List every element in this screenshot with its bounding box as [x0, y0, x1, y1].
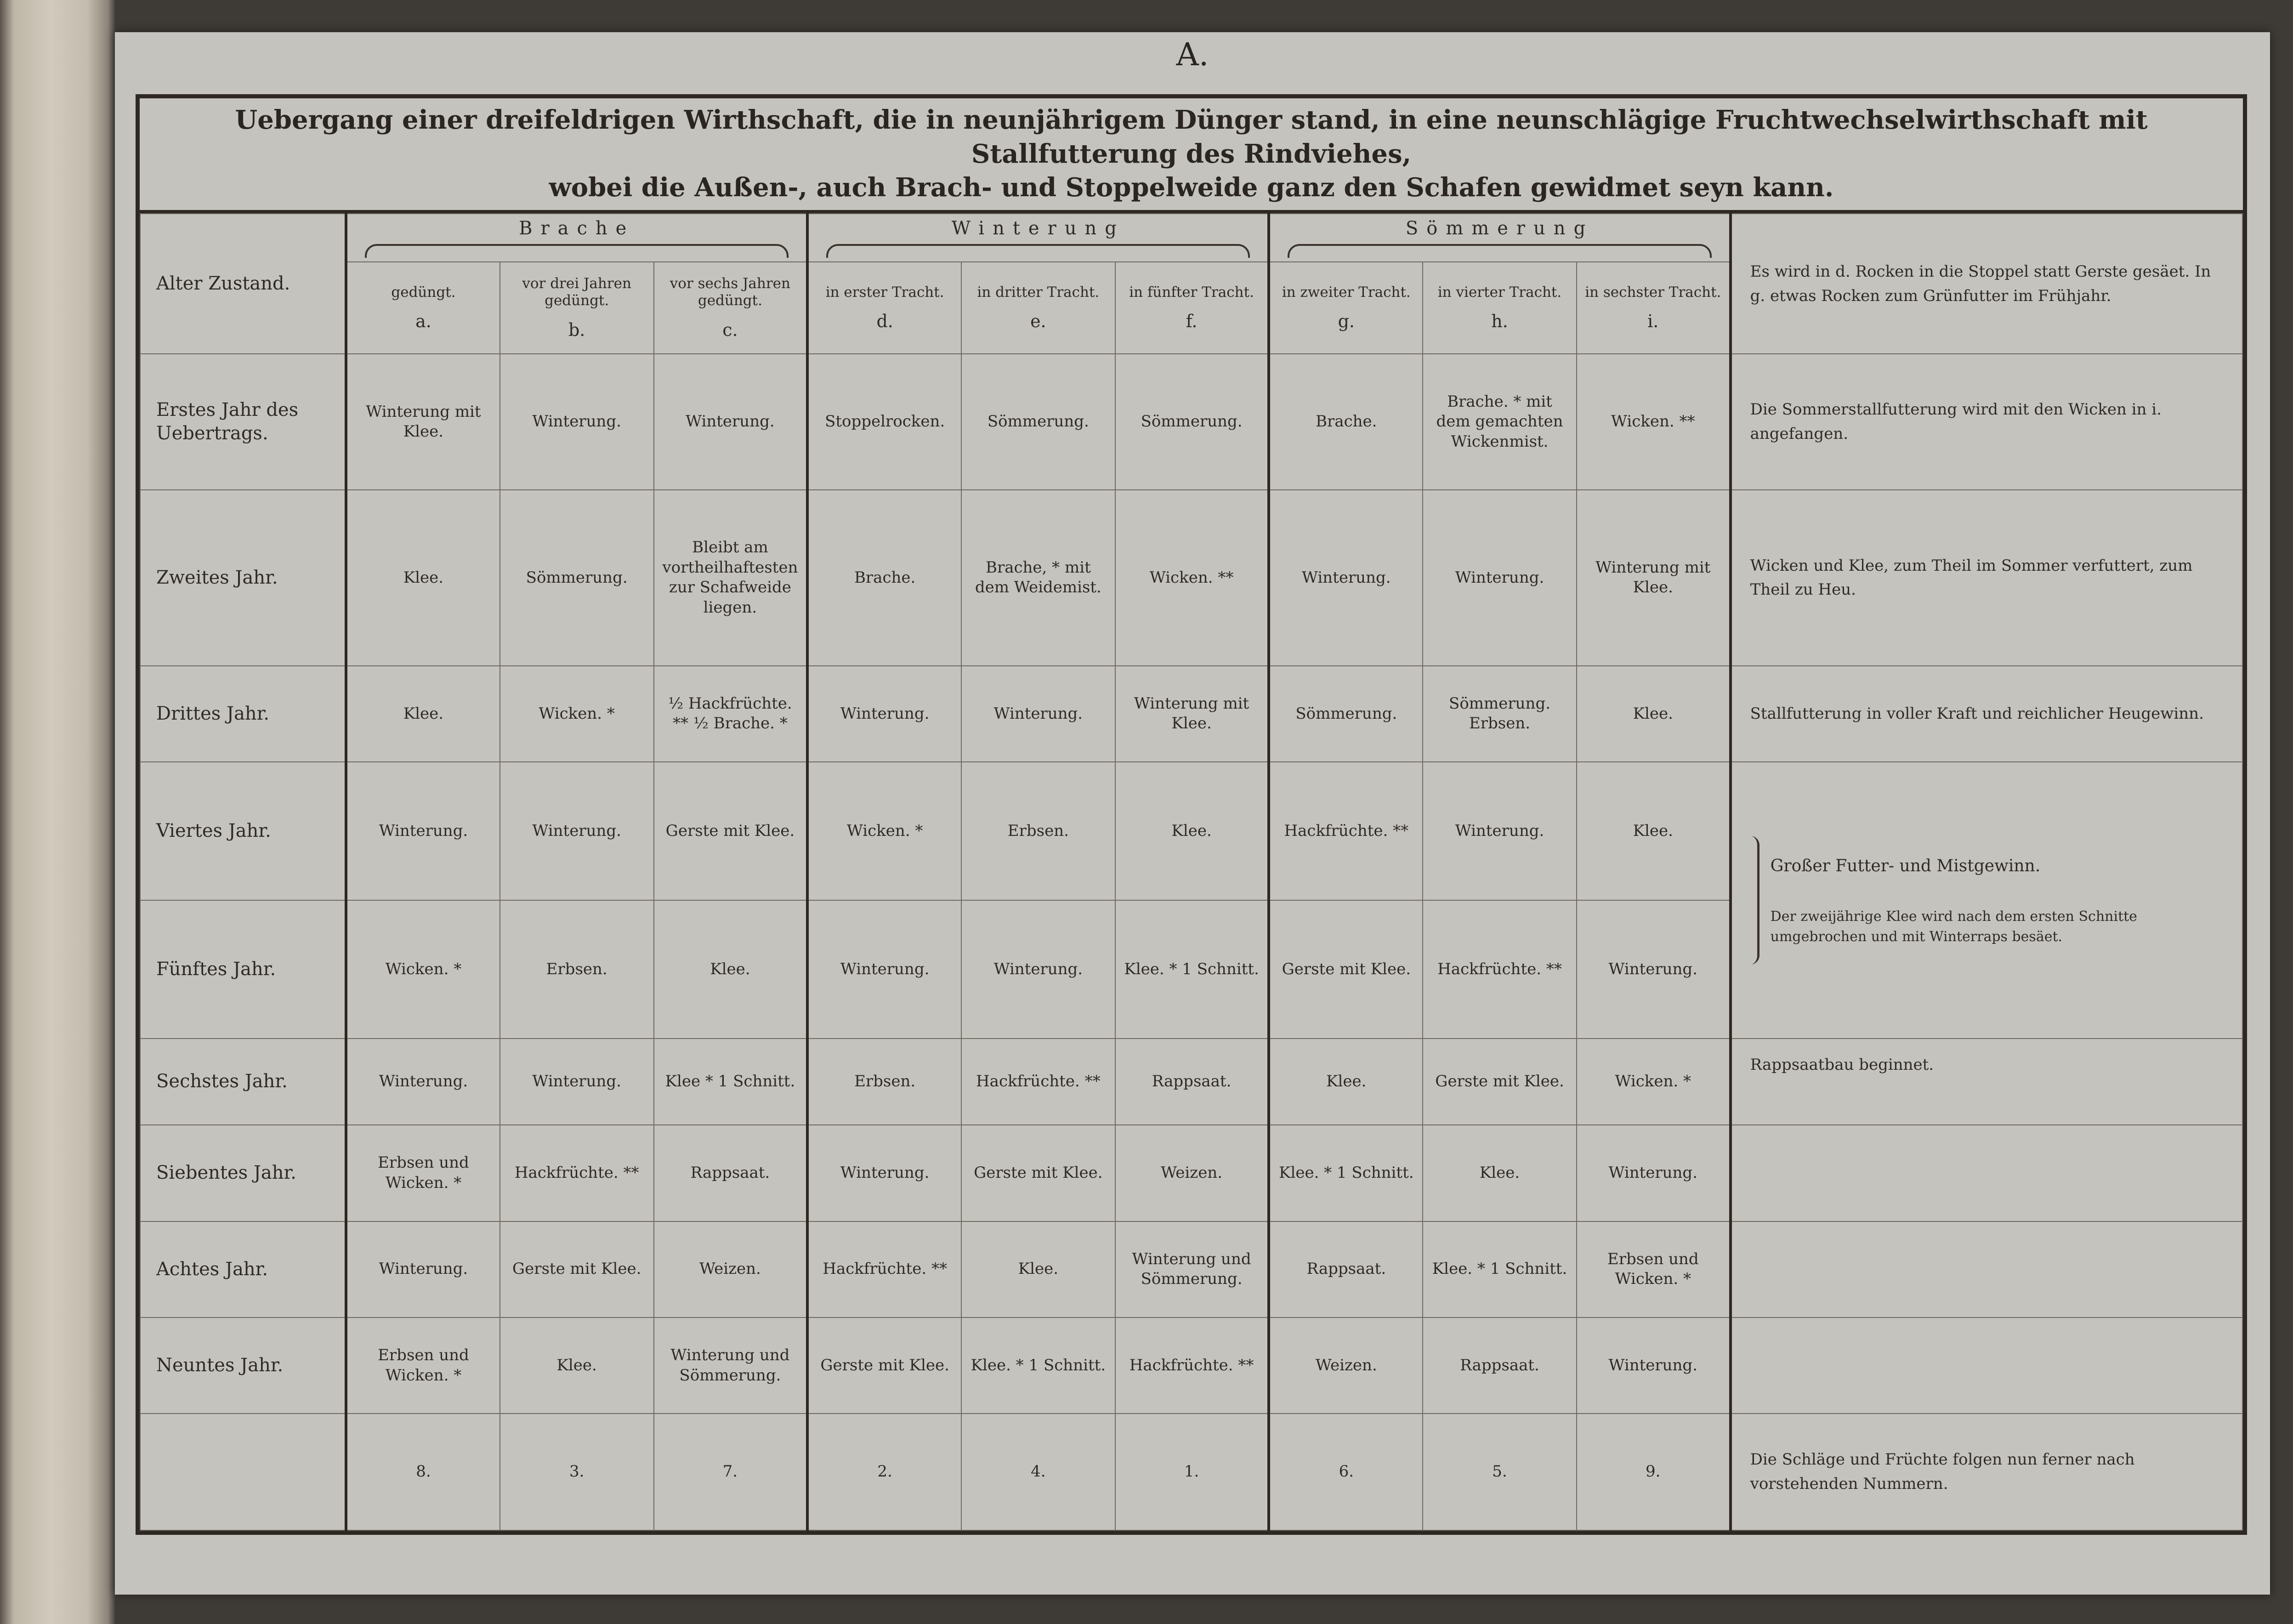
table-cell: Wicken. ** [1577, 354, 1731, 490]
sequence-number: 6. [1269, 1414, 1423, 1530]
sequence-number: 4. [961, 1414, 1115, 1530]
remark-cell [1731, 1221, 2242, 1317]
sequence-number: 3. [500, 1414, 654, 1530]
table-cell: Erbsen und Wicken. * [1577, 1221, 1731, 1317]
table-cell: Klee. [1577, 762, 1731, 900]
table-cell: Bleibt am vortheilhaftesten zur Schafweide liegen. [654, 490, 808, 666]
table-cell: Erbsen und Wicken. * [346, 1125, 500, 1221]
table-cell: Brache. * mit dem gemachten Wickenmist. [1423, 354, 1577, 490]
table-cell: Winterung. [1269, 490, 1423, 666]
table-cell: Winterung. [807, 1125, 961, 1221]
table-cell: Klee. [346, 666, 500, 762]
table-cell: Klee. [1115, 762, 1269, 900]
table-cell: Weizen. [1269, 1317, 1423, 1414]
table-cell: Sömmerung. Erbsen. [1423, 666, 1577, 762]
title-line-2: wobei die Außen-, auch Brach- und Stoppelweide ganz den Schafen gewidmet seyn kann. [549, 172, 1834, 203]
row-label: Siebentes Jahr. [140, 1125, 346, 1221]
table-cell: Winterung. [500, 762, 654, 900]
column-header-d: in erster Tracht. d. [807, 262, 961, 354]
column-header-c: vor sechs Jahren gedüngt. c. [654, 262, 808, 354]
table-cell: Klee. [346, 490, 500, 666]
row-label: Neuntes Jahr. [140, 1317, 346, 1414]
table-cell: Winterung. [1577, 1125, 1731, 1221]
table-cell: Klee. [961, 1221, 1115, 1317]
table-cell: Winterung und Sömmerung. [1115, 1221, 1269, 1317]
table-cell: Winterung. [654, 354, 808, 490]
column-header-a: gedüngt. a. [346, 262, 500, 354]
table-cell: Brache, * mit dem Weidemist. [961, 490, 1115, 666]
plate-mark: A. [1176, 37, 1209, 73]
table-cell: Hackfrüchte. ** [1269, 762, 1423, 900]
table-cell: Winterung. [1577, 1317, 1731, 1414]
table-cell: Klee. [1423, 1125, 1577, 1221]
sequence-number: 7. [654, 1414, 808, 1530]
column-header-g: in zweiter Tracht. g. [1269, 262, 1423, 354]
table-cell: Hackfrüchte. ** [807, 1221, 961, 1317]
title-line-1: Uebergang einer dreifeldrigen Wirthschaft, die in neunjährigem Dünger stand, in eine neunschlägige Fruchtwechselwirthschaft mit Stallfutterung des Rindviehes, [235, 104, 2148, 169]
table-cell: Winterung. [1423, 490, 1577, 666]
remark-cell: Die Sommerstallfutterung wird mit den Wicken in i. angefangen. [1731, 354, 2242, 490]
table-cell: Winterung. [346, 1039, 500, 1125]
table-cell: Winterung mit Klee. [1115, 666, 1269, 762]
table-cell: Klee. [1577, 666, 1731, 762]
table-cell: Gerste mit Klee. [807, 1317, 961, 1414]
remark-cell-merged [1731, 762, 2242, 1039]
table-cell: Erbsen. [500, 900, 654, 1039]
group-brace [826, 244, 1250, 258]
remark-cell [1731, 1125, 2242, 1221]
group-label-winterung: Winterung [951, 218, 1125, 239]
table-cell: Winterung. [500, 1039, 654, 1125]
document-title [140, 98, 2243, 213]
table-cell: Klee. * 1 Schnitt. [1269, 1125, 1423, 1221]
group-label-sommerung: Sömmerung [1405, 218, 1594, 239]
row-label: Drittes Jahr. [140, 666, 346, 762]
table-row [140, 762, 2242, 900]
table-cell: Gerste mit Klee. [500, 1221, 654, 1317]
table-row [140, 490, 2242, 666]
column-header-i: in sechster Tracht. i. [1577, 262, 1731, 354]
group-brace [365, 244, 789, 258]
table-cell: Klee * 1 Schnitt. [654, 1039, 808, 1125]
table-cell: Winterung. [807, 900, 961, 1039]
table-cell: Wicken. * [807, 762, 961, 900]
table-cell: Gerste mit Klee. [1269, 900, 1423, 1039]
row-label: Viertes Jahr. [140, 762, 346, 900]
group-brace [1288, 244, 1711, 258]
table-cell: Winterung. [346, 762, 500, 900]
table-frame [136, 94, 2247, 1535]
column-header-h: in vierter Tracht. h. [1423, 262, 1577, 354]
remark-cell: Wicken und Klee, zum Theil im Sommer verfuttert, zum Theil zu Heu. [1731, 490, 2242, 666]
column-header-e: in dritter Tracht. e. [961, 262, 1115, 354]
table-cell: Rappsaat. [1115, 1039, 1269, 1125]
table-cell: Gerste mit Klee. [654, 762, 808, 900]
table-cell: Klee. * 1 Schnitt. [1423, 1221, 1577, 1317]
table-row [140, 354, 2242, 490]
table-cell: Klee. [654, 900, 808, 1039]
table-cell: Sömmerung. [500, 490, 654, 666]
table-cell: Sömmerung. [1115, 354, 1269, 490]
column-header-b: vor drei Jahren gedüngt. b. [500, 262, 654, 354]
table-cell: Weizen. [654, 1221, 808, 1317]
table-cell: Klee. * 1 Schnitt. [1115, 900, 1269, 1039]
table-cell: Klee. [1269, 1039, 1423, 1125]
table-cell: Brache. [1269, 354, 1423, 490]
table-cell: Weizen. [1115, 1125, 1269, 1221]
table-cell: Gerste mit Klee. [1423, 1039, 1577, 1125]
sequence-number: 2. [807, 1414, 961, 1530]
table-cell: Wicken. ** [1115, 490, 1269, 666]
row-label: Fünftes Jahr. [140, 900, 346, 1039]
table-row [140, 1221, 2242, 1317]
table-cell: Klee. * 1 Schnitt. [961, 1317, 1115, 1414]
table-cell: Rappsaat. [654, 1125, 808, 1221]
remark-cell [1731, 1317, 2242, 1414]
group-label-brache: Brache [519, 218, 635, 239]
first-column-header: Alter Zustand. [140, 214, 346, 354]
table-row [140, 666, 2242, 762]
rotation-table [140, 213, 2243, 1531]
remark-header: Es wird in d. Rocken in die Stoppel statt Gerste gesäet. In g. etwas Rocken zum Grünfutter im Frühjahr. [1731, 214, 2242, 354]
row-label: Zweites Jahr. [140, 490, 346, 666]
book-binding [0, 0, 115, 1624]
table-cell: Winterung. [807, 666, 961, 762]
table-cell: Klee. [500, 1317, 654, 1414]
table-cell: Winterung und Sömmerung. [654, 1317, 808, 1414]
table-cell: Wicken. * [1577, 1039, 1731, 1125]
table-cell: Winterung mit Klee. [346, 354, 500, 490]
table-cell: Winterung. [1423, 762, 1577, 900]
row-label: Sechstes Jahr. [140, 1039, 346, 1125]
row-label: Achtes Jahr. [140, 1221, 346, 1317]
table-cell: Rappsaat. [1423, 1317, 1577, 1414]
group-header-sommerung [1269, 214, 1730, 262]
document-sheet [115, 32, 2270, 1595]
group-header-row [140, 214, 2242, 262]
table-row [140, 1317, 2242, 1414]
table-cell: Wicken. * [346, 900, 500, 1039]
table-cell: Wicken. * [500, 666, 654, 762]
remark-small: Der zweijährige Klee wird nach dem ersten Schnitte umgebrochen und mit Winterraps besäet. [1770, 909, 2137, 945]
table-cell: Winterung. [961, 666, 1115, 762]
table-cell: Winterung. [346, 1221, 500, 1317]
table-cell: Gerste mit Klee. [961, 1125, 1115, 1221]
remark-cell: Rappsaatbau beginnet. [1731, 1039, 2242, 1125]
empty-cell [140, 1414, 346, 1530]
remark-main: Großer Futter- und Mistgewinn. [1770, 857, 2041, 876]
group-header-brache [346, 214, 807, 262]
table-cell: Hackfrüchte. ** [500, 1125, 654, 1221]
sequence-number: 9. [1577, 1414, 1731, 1530]
table-cell: Sömmerung. [1269, 666, 1423, 762]
remark-cell: Stallfutterung in voller Kraft und reichlicher Heugewinn. [1731, 666, 2242, 762]
table-cell: Hackfrüchte. ** [1423, 900, 1577, 1039]
table-row [140, 1039, 2242, 1125]
group-header-winterung [807, 214, 1269, 262]
remark-footer: Die Schläge und Früchte folgen nun ferner nach vorstehenden Nummern. [1731, 1414, 2242, 1530]
table-cell: Winterung. [1577, 900, 1731, 1039]
row-label: Erstes Jahr des Uebertrags. [140, 354, 346, 490]
table-cell: Brache. [807, 490, 961, 666]
table-cell: Hackfrüchte. ** [961, 1039, 1115, 1125]
sequence-number: 5. [1423, 1414, 1577, 1530]
table-cell: Winterung mit Klee. [1577, 490, 1731, 666]
sequence-number: 1. [1115, 1414, 1269, 1530]
table-cell: Rappsaat. [1269, 1221, 1423, 1317]
table-cell: Erbsen und Wicken. * [346, 1317, 500, 1414]
sequence-number: 8. [346, 1414, 500, 1530]
table-cell: Winterung. [500, 354, 654, 490]
table-cell: Erbsen. [961, 762, 1115, 900]
table-cell: Stoppelrocken. [807, 354, 961, 490]
table-cell: Erbsen. [807, 1039, 961, 1125]
column-header-f: in fünfter Tracht. f. [1115, 262, 1269, 354]
table-cell: Hackfrüchte. ** [1115, 1317, 1269, 1414]
table-cell: ½ Hackfrüchte. ** ½ Brache. * [654, 666, 808, 762]
table-cell: Sömmerung. [961, 354, 1115, 490]
table-cell: Winterung. [961, 900, 1115, 1039]
table-row [140, 1125, 2242, 1221]
bracket-mark [1750, 836, 1759, 965]
numbers-row [140, 1414, 2242, 1530]
